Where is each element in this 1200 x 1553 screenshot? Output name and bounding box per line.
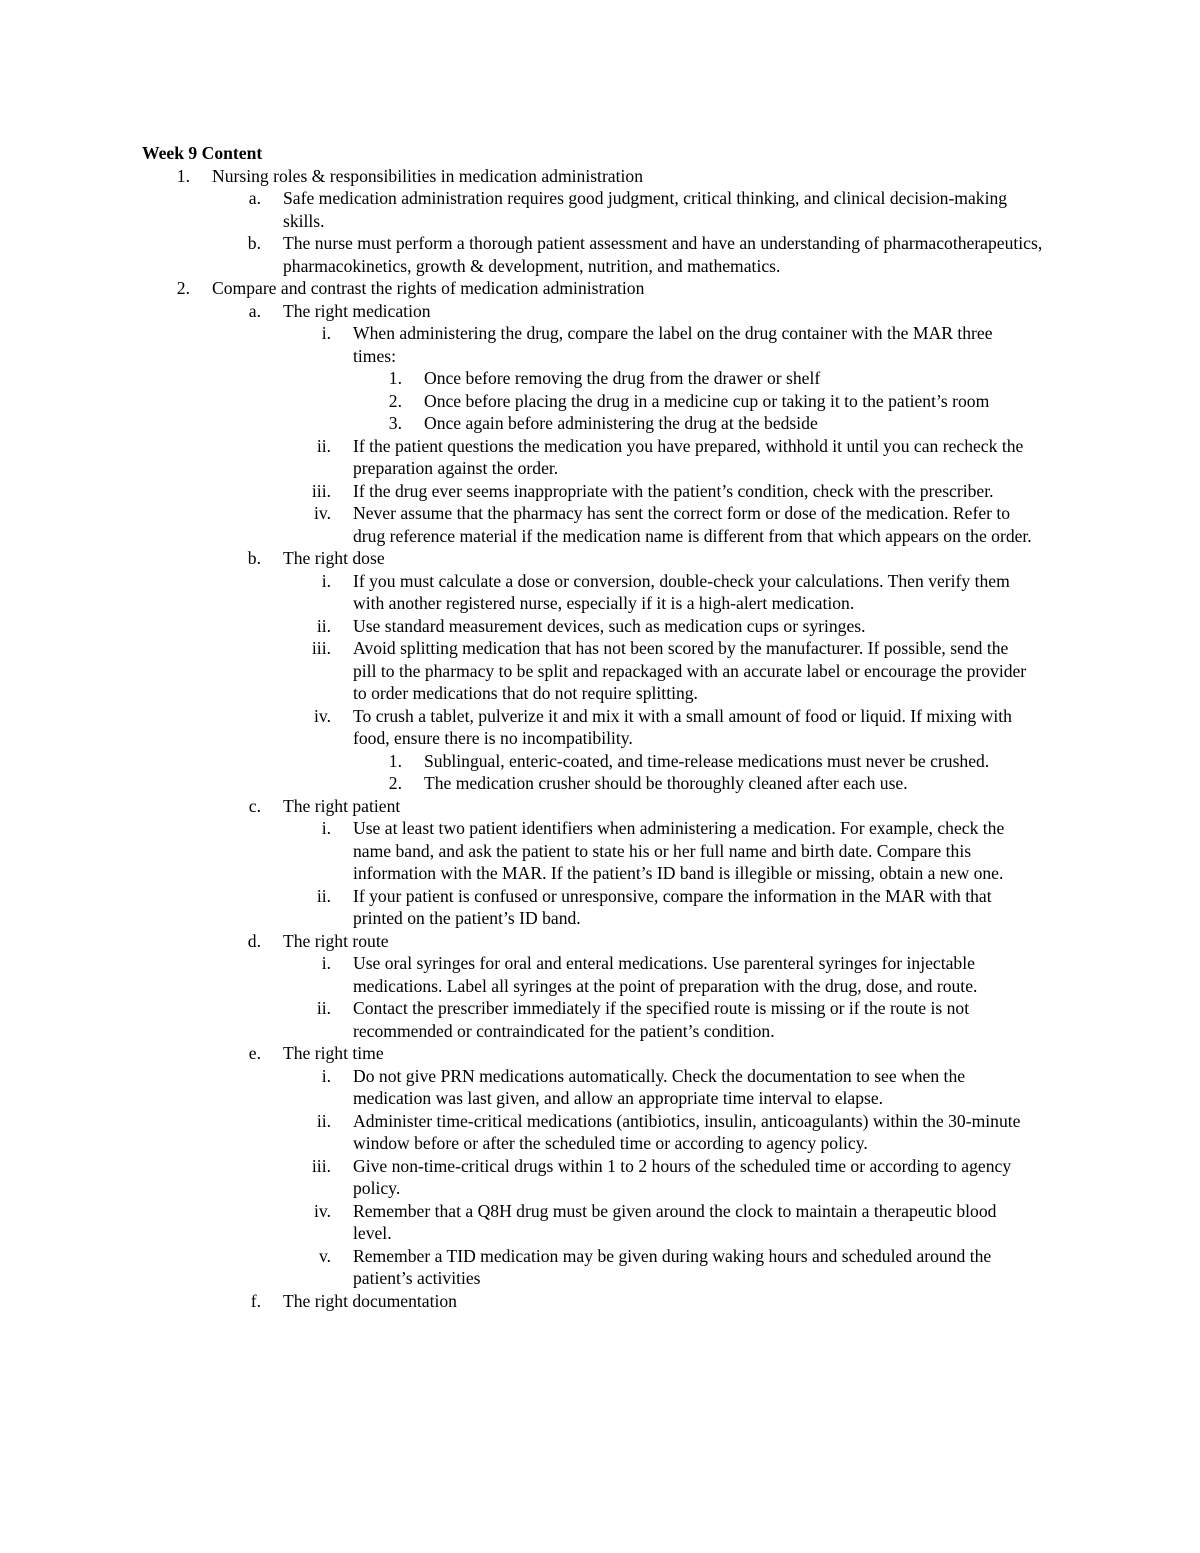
- outline-item-level-4: [0, 412, 1064, 435]
- outline-item-level-3: [0, 1245, 1033, 1290]
- outline-text: Once before placing the drug in a medicine cup or taking it to the patient’s room: [424, 390, 990, 411]
- outline-item-level-2: [0, 300, 1043, 323]
- outline-text: If you must calculate a dose or conversion, double-check your calculations. Then verify them with another registered nurse, especially if it is a high-alert medication.: [353, 570, 1010, 613]
- outline-text: When administering the drug, compare the label on the drug container with the MAR three times:: [353, 323, 993, 366]
- outline-item-level-2: [0, 1042, 1043, 1065]
- outline-marker: 1.: [176, 165, 190, 186]
- outline-marker: v.: [318, 1245, 331, 1266]
- outline-text: Avoid splitting medication that has not been scored by the manufacturer. If possible, send the pill to the pharmacy to be split and repackaged with an accurate label or encourage the provider to order medications that do not require splitting.: [353, 638, 1027, 703]
- outline-marker: ii.: [316, 615, 331, 636]
- outline-marker: 2.: [388, 390, 402, 411]
- document-heading: Week 9 Content: [142, 143, 263, 163]
- outline-marker: a.: [248, 188, 261, 208]
- outline-text: If your patient is confused or unresponsive, compare the information in the MAR with that printed on the patient’s ID band.: [353, 885, 992, 928]
- outline-text: The right route: [283, 930, 389, 951]
- outline-marker: iv.: [314, 705, 331, 726]
- outline-text: Nursing roles & responsibilities in medication administration: [212, 165, 643, 186]
- outline-text: Administer time-critical medications (antibiotics, insulin, anticoagulants) within the 30-minute window before or after the scheduled time or according to agency policy.: [353, 1110, 1021, 1153]
- outline-item-level-2: [0, 930, 1043, 953]
- outline-marker: 2.: [176, 278, 190, 298]
- outline-marker: e.: [248, 1043, 261, 1063]
- outline-marker: f.: [250, 1290, 261, 1311]
- outline-item-level-3: [0, 817, 1033, 885]
- outline-text: Once again before administering the drug at the bedside: [424, 413, 818, 433]
- outline-marker: b.: [247, 548, 261, 568]
- outline-text: The right patient: [283, 795, 401, 816]
- outline-marker: i.: [321, 323, 331, 343]
- outline-marker: iii.: [311, 638, 331, 658]
- outline-marker: iv.: [314, 1200, 331, 1221]
- outline-text: The nurse must perform a thorough patient assessment and have an understanding of pharmacotherapeutics, pharmacokinetics, growth & development, nutrition, and mathematics.: [283, 233, 1043, 276]
- outline-marker: ii.: [316, 1110, 331, 1131]
- outline-item-level-4: [0, 772, 1064, 795]
- outline-marker: iii.: [311, 1155, 331, 1176]
- outline-marker: a.: [248, 300, 261, 321]
- outline-item-level-3: [0, 1155, 1033, 1200]
- outline-text: Compare and contrast the rights of medication administration: [212, 278, 645, 298]
- outline-item-level-3: [0, 1200, 1033, 1245]
- outline-text: Use oral syringes for oral and enteral medications. Use parenteral syringes for injectable medications. Label all syringes at the point of preparation with the drug, dose, and route.: [353, 953, 978, 996]
- outline-text: The right documentation: [283, 1290, 457, 1311]
- outline-item-level-4: [0, 750, 1064, 773]
- outline-marker: 1.: [388, 368, 402, 388]
- outline-text: If the drug ever seems inappropriate with the patient’s condition, check with the prescriber.: [353, 480, 994, 501]
- outline-marker: ii.: [316, 435, 331, 456]
- outline-marker: c.: [248, 795, 261, 816]
- outline-item-level-1: [0, 165, 1052, 188]
- outline-marker: i.: [321, 1065, 331, 1086]
- outline-item-level-3: [0, 615, 1033, 638]
- outline-text: Once before removing the drug from the drawer or shelf: [424, 368, 821, 388]
- outline-text: The right dose: [283, 548, 385, 568]
- outline-text: Sublingual, enteric-coated, and time-release medications must never be crushed.: [424, 750, 990, 771]
- outline-text: Use standard measurement devices, such as medication cups or syringes.: [353, 615, 866, 636]
- outline-item-level-3: [0, 1110, 1033, 1155]
- outline-marker: 1.: [388, 750, 402, 771]
- outline-item-level-3: [0, 322, 1033, 367]
- outline-marker: b.: [247, 233, 261, 253]
- outline-item-level-3: [0, 570, 1033, 615]
- outline-item-level-3: [0, 952, 1033, 997]
- outline-item-level-3: [0, 480, 1033, 503]
- outline-marker: i.: [321, 570, 331, 591]
- outline-item-level-4: [0, 390, 1064, 413]
- outline-item-level-2: [0, 232, 1043, 277]
- outline-item-level-3: [0, 1065, 1033, 1110]
- outline-marker: i.: [321, 953, 331, 973]
- outline-text: The medication crusher should be thoroughly cleaned after each use.: [424, 773, 908, 793]
- outline-item-level-3: [0, 705, 1033, 750]
- outline-item-level-3: [0, 502, 1033, 547]
- outline-item-level-2: [0, 547, 1043, 570]
- outline-text: Never assume that the pharmacy has sent the correct form or dose of the medication. Refer to drug reference material if the medication name is different from that which appears on the order.: [353, 503, 1032, 546]
- outline-item-level-2: [0, 795, 1043, 818]
- outline-marker: d.: [247, 930, 261, 951]
- outline-text: Remember a TID medication may be given during waking hours and scheduled around the patient’s activities: [353, 1245, 992, 1288]
- outline-text: The right medication: [283, 300, 431, 321]
- outline-marker: 3.: [388, 413, 402, 433]
- outline-marker: ii.: [316, 998, 331, 1018]
- outline-text: Do not give PRN medications automatically. Check the documentation to see when the medication was last given, and allow an appropriate time interval to elapse.: [353, 1065, 966, 1108]
- outline-text: Contact the prescriber immediately if the specified route is missing or if the route is not recommended or contraindicated for the patient’s condition.: [353, 998, 970, 1041]
- outline-marker: iii.: [311, 480, 331, 501]
- outline-item-level-2: [0, 187, 1043, 232]
- outline-item-level-3: [0, 637, 1033, 705]
- outline-text: Give non-time-critical drugs within 1 to 2 hours of the scheduled time or according to agency policy.: [353, 1155, 1012, 1198]
- outline-text: Safe medication administration requires good judgment, critical thinking, and clinical decision-making skills.: [283, 188, 1008, 231]
- outline-item-level-2: [0, 1290, 1043, 1313]
- outline-item-level-4: [0, 367, 1064, 390]
- outline-text: To crush a tablet, pulverize it and mix it with a small amount of food or liquid. If mixing with food, ensure there is no incompatibility.: [353, 705, 1012, 748]
- outline-marker: iv.: [314, 503, 331, 523]
- outline-item-level-3: [0, 997, 1033, 1042]
- outline-marker: 2.: [388, 773, 402, 793]
- outline-marker: ii.: [316, 885, 331, 906]
- outline-item-level-3: [0, 885, 1033, 930]
- outline-item-level-1: [0, 277, 1052, 300]
- outline-marker: i.: [321, 818, 331, 838]
- outline-text: Use at least two patient identifiers when administering a medication. For example, check the name band, and ask the patient to state his or her full name and birth date. Compare this information with the MAR. If the patient’s ID band is illegible or missing, obtain a new one.: [353, 818, 1005, 883]
- outline-list: [0, 165, 1200, 1313]
- outline-item-level-3: [0, 435, 1033, 480]
- outline-text: If the patient questions the medication you have prepared, withhold it until you can recheck the preparation against the order.: [353, 435, 1024, 478]
- outline-text: Remember that a Q8H drug must be given around the clock to maintain a therapeutic blood level.: [353, 1200, 997, 1243]
- outline-text: The right time: [283, 1043, 384, 1063]
